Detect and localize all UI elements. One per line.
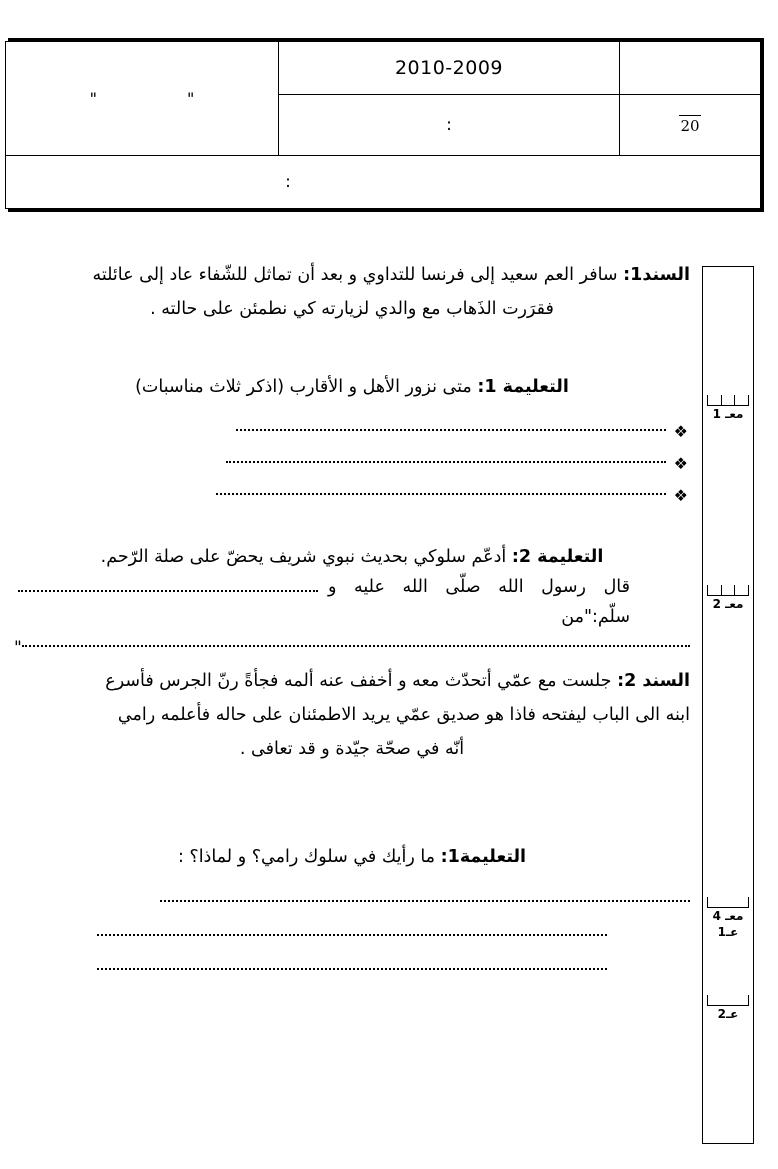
instruction1-line: [14, 372, 690, 402]
instruction1-text: متى نزور الأهل و الأقارب (اذكر ثلاث مناسبات): [135, 377, 472, 397]
comb-bracket-icon: [707, 585, 749, 596]
instruction1-label: التعليمة 1:: [477, 377, 569, 397]
diamond-bullet-icon: ❖: [673, 486, 688, 505]
source1-line1: سافر العم سعيد إلى فرنسا للتداوي و بعد أن تماثل للشّفاء عاد إلى عائلته: [92, 265, 618, 285]
dotted-rule[interactable]: [22, 644, 690, 647]
header-bottom-cell: [6, 156, 761, 209]
header-row-top: [6, 42, 761, 95]
answer-line-1[interactable]: [14, 416, 690, 448]
spacer: [14, 326, 690, 372]
hadith-closing-quote: ": [14, 638, 22, 658]
rubric-label-maa-4: معـ 4: [712, 909, 744, 923]
worksheet-body: [0, 258, 778, 1148]
header-mark-cell-empty: [620, 42, 761, 95]
school-year-text: 2010-2009: [394, 57, 504, 79]
hadith-answer-line[interactable]: [14, 632, 690, 664]
score-denominator: 20: [680, 117, 700, 135]
source2-line3-wrap: [14, 732, 690, 766]
spacer: [14, 766, 690, 812]
header-name-colon: :: [446, 115, 452, 135]
source2-line3: أنّه في صحّة جيّدة و قد تعافى .: [239, 739, 465, 759]
spacer: [14, 872, 690, 886]
dotted-rule[interactable]: [18, 589, 318, 592]
rubric-label-aa-2: عـ2: [717, 1007, 739, 1021]
plain-bracket-icon: [707, 897, 749, 908]
hadith-prompt-line[interactable]: [14, 572, 690, 632]
header-row-bottom: [6, 156, 761, 209]
comb-bracket-icon: [707, 395, 749, 406]
dotted-rule[interactable]: [226, 460, 666, 463]
header-quoted-title: [6, 89, 278, 108]
rubric-label-aa-1: عـ1: [717, 925, 739, 939]
header-name-cell: [279, 95, 620, 156]
instruction2-line: [14, 542, 690, 572]
plain-bracket-icon: [707, 995, 749, 1006]
header-bottom-colon: :: [285, 172, 291, 192]
instruction3-line: [14, 842, 690, 872]
diamond-bullet-icon: ❖: [673, 422, 688, 441]
rubric-column: [702, 266, 754, 1144]
header-year-cell: [279, 42, 620, 95]
dotted-rule[interactable]: [216, 492, 666, 495]
spacer: [14, 402, 690, 416]
spacer: [14, 812, 690, 842]
header-title-cell: [6, 42, 279, 156]
answer-line-2[interactable]: [14, 448, 690, 480]
rubric-mark-maa-4: [705, 897, 751, 940]
source1-line2-wrap: [14, 292, 690, 326]
source2-line2-wrap: [14, 698, 690, 732]
rubric-label-maa-2: معـ 2: [712, 597, 744, 611]
answer-line-3[interactable]: [14, 480, 690, 512]
hadith-intro-text: قال رسول الله صلّى الله عليه و سلّم:"من: [328, 577, 630, 627]
rubric-mark-maa-2: [705, 585, 751, 612]
rubric-mark-maa-1: [705, 395, 751, 422]
header-score-cell: [620, 95, 761, 156]
exam-header-grid: [5, 41, 761, 209]
quote-open-mark: ": [89, 89, 97, 108]
instruction2-text: أدعّم سلوكي بحديث نبوي شريف يحضّ على صلة الرّحم.: [100, 547, 507, 567]
source1-line2: فقرَرت الذَهاب مع والدي لزيارته كي نطمئن على حالته .: [150, 299, 554, 319]
header-table: [8, 38, 764, 212]
rubric-label-maa-1: معـ 1: [712, 407, 744, 421]
diamond-bullet-icon: ❖: [673, 454, 688, 473]
score-out-of: [620, 115, 760, 135]
source1-paragraph: [14, 258, 690, 292]
final-answer-line-1[interactable]: [14, 886, 690, 920]
source2-paragraph: [14, 664, 690, 698]
rubric-mark-aa-2: [705, 995, 751, 1022]
spacer: [14, 512, 690, 542]
source2-line2: ابنه الى الباب ليفتحه فاذا هو صديق عمّي يريد الاطمئنان على حاله فأعلمه رامي: [117, 705, 690, 725]
dotted-rule[interactable]: [97, 933, 607, 936]
instruction3-text: ما رأيك في سلوك رامي؟ و لماذا؟ :: [177, 847, 436, 867]
dotted-rule[interactable]: [97, 967, 607, 970]
instruction3-label: التعليمة1:: [440, 847, 527, 867]
dotted-rule[interactable]: [236, 428, 666, 431]
content-column: [14, 258, 690, 988]
source1-label: السند1:: [623, 265, 690, 285]
quote-close-mark: ": [187, 89, 195, 108]
instruction2-label: التعليمة 2:: [511, 547, 604, 567]
final-answer-line-3[interactable]: [14, 954, 690, 988]
source2-label: السند 2:: [617, 671, 690, 691]
final-answer-line-2[interactable]: [14, 920, 690, 954]
source2-line1: جلست مع عمّي أتحدّث معه و أخفف عنه ألمه فجأةً رنّ الجرس فأسرع: [105, 671, 612, 691]
dotted-rule[interactable]: [160, 899, 690, 902]
